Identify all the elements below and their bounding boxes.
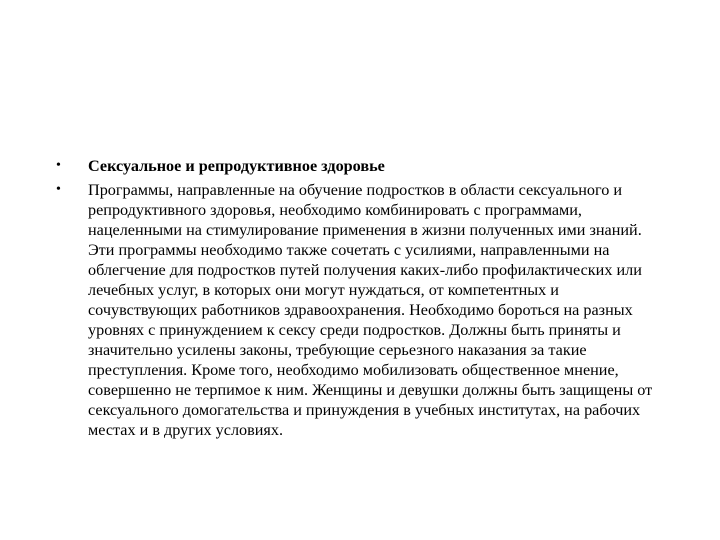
body-text: Программы, направленные на обучение подростков в области сексуального и репродуктивного здоровья, необходимо комбинировать с программами, нацеленными на стимулирование применения в жизни полученных ими знаний. Эти программы необходимо также сочетать с усилиями, направленными на облегчение для подростков путей получения каких-либо профилактических или лечебных услуг, в которых они могут нуждаться, от компетентных и сочувствующих работников здравоохранения. Необходимо бороться на разных уровнях с принуждением к сексу среди подростков. Должны быть приняты и значительно усилены законы, требующие серьезного наказания за такие преступления. Кроме того, необходимо мобилизовать общественное мнение, совершенно не терпимое к ним. Женщины и девушки должны быть защищены от сексуального домогательства и принуждения в учебных институтах, на рабочих местах и в других условиях.: [88, 181, 653, 439]
bullet-item-heading: [56, 156, 666, 176]
bullet-item-body: [56, 180, 666, 440]
bullet-list: [56, 156, 666, 444]
bullet-icon: •: [56, 158, 61, 173]
heading-text: Сексуальное и репродуктивное здоровье: [88, 157, 385, 175]
bullet-icon: •: [56, 182, 61, 197]
